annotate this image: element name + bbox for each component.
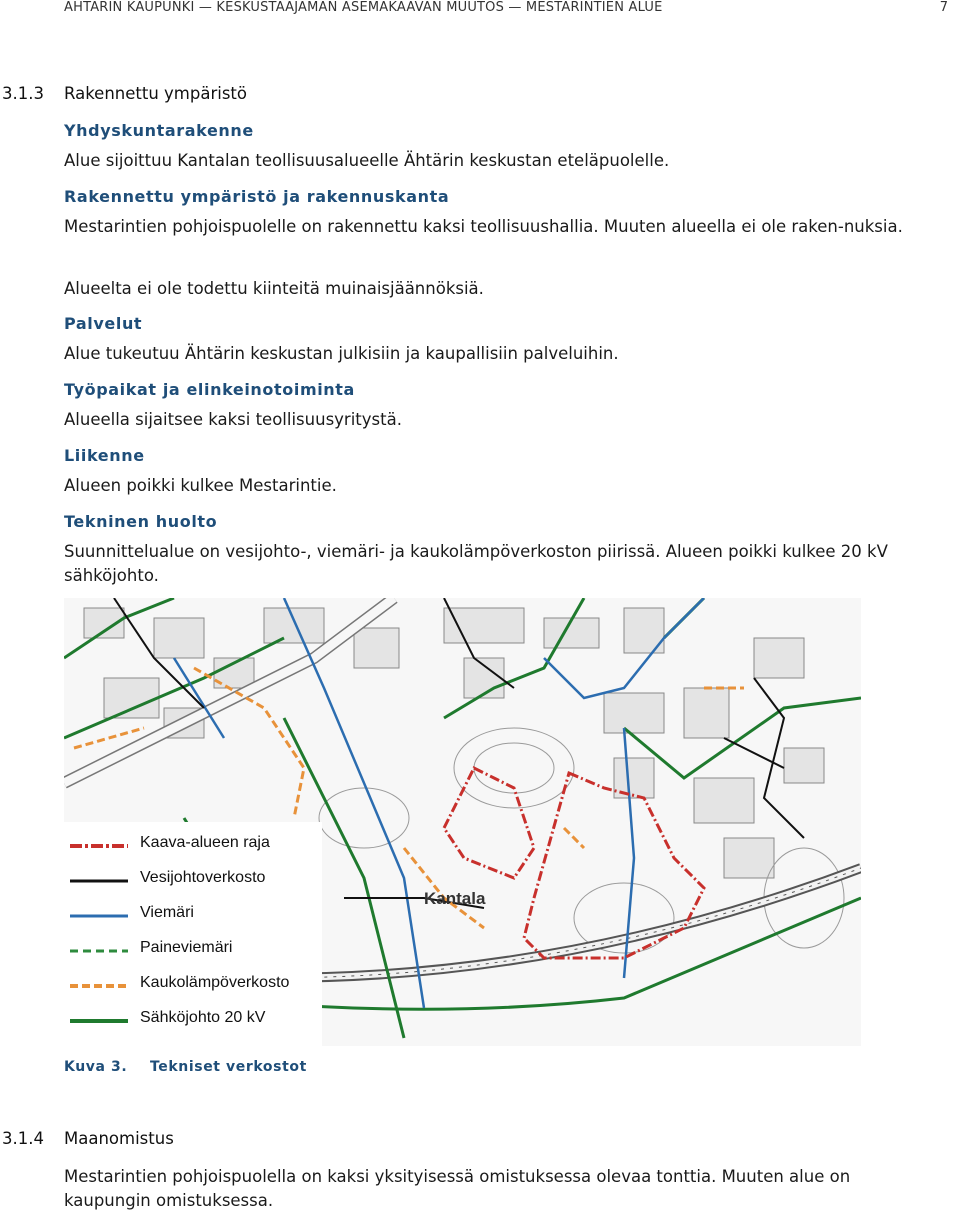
figure-caption-text: Tekniset verkostot <box>150 1059 307 1075</box>
subheading-liikenne: Liikenne <box>64 446 145 465</box>
running-header: ÄHTÄRIN KAUPUNKI — KESKUSTAAJAMAN ASEMAKAAVAN MUUTOS — MESTARINTIEN ALUE <box>64 0 663 15</box>
legend-item <box>70 937 320 963</box>
paragraph: Alueen poikki kulkee Mestarintie. <box>64 476 337 495</box>
figure-caption-label: Kuva 3. <box>64 1059 128 1075</box>
subheading-rakennettu-ymparisto: Rakennettu ympäristö ja rakennuskanta <box>64 187 450 206</box>
paragraph: Alueella sijaitsee kaksi teollisuusyritystä. <box>64 410 402 429</box>
section-number: 3.1.4 <box>2 1129 44 1148</box>
paragraph: Alueelta ei ole todettu kiinteitä muinaisjäännöksiä. <box>64 279 484 298</box>
section-title: Rakennettu ympäristö <box>64 84 247 103</box>
subheading-tyopaikat: Työpaikat ja elinkeinotoiminta <box>64 380 355 399</box>
paragraph: Mestarintien pohjoispuolella on kaksi yksityisessä omistuksessa olevaa tonttia. Muuten alue on kaupungin omistuksessa. <box>64 1167 851 1210</box>
legend-swatch-vesijohtoverkosto <box>70 879 128 883</box>
legend-label: Sähköjohto 20 kV <box>140 1009 266 1026</box>
legend-item <box>70 867 320 893</box>
legend-item <box>70 832 320 858</box>
legend-label: Kaukolämpöverkosto <box>140 974 290 991</box>
paragraph: Suunnittelualue on vesijohto-, viemäri- ja kaukolämpöverkoston piirissä. Alueen poikki kulkee 20 kV sähköjohto. <box>64 542 888 585</box>
page-number: 7 <box>939 0 948 15</box>
legend-swatch-sahkojohto <box>70 1019 128 1023</box>
legend-label: Paineviemäri <box>140 939 233 956</box>
section-number: 3.1.3 <box>2 84 44 103</box>
section-title: Maanomistus <box>64 1129 174 1148</box>
subheading-tekninen-huolto: Tekninen huolto <box>64 512 218 531</box>
legend-item <box>70 902 320 928</box>
legend-item <box>70 1007 320 1033</box>
subheading-palvelut: Palvelut <box>64 314 143 333</box>
paragraph: Alue tukeutuu Ähtärin keskustan julkisiin ja kaupallisiin palveluihin. <box>64 344 619 363</box>
legend-label: Kaava-alueen raja <box>140 834 270 851</box>
map-place-label: Kantala <box>424 889 486 908</box>
paragraph: Mestarintien pohjoispuolelle on rakennettu kaksi teollisuushallia. Muuten alueella ei ole raken-nuksia. <box>64 217 903 236</box>
legend-label: Viemäri <box>140 904 194 921</box>
map-legend <box>64 822 322 1046</box>
paragraph: Alue sijoittuu Kantalan teollisuusalueelle Ähtärin keskustan eteläpuolelle. <box>64 151 670 170</box>
legend-label: Vesijohtoverkosto <box>140 869 266 886</box>
subheading-yhdyskuntarakenne: Yhdyskuntarakenne <box>64 121 254 140</box>
legend-item <box>70 972 320 998</box>
legend-swatch-kaukolampoverkosto <box>70 984 128 988</box>
legend-swatch-kaava-alueen-raja <box>70 844 128 848</box>
legend-swatch-viemari <box>70 914 128 918</box>
legend-swatch-paineviemari <box>70 949 128 953</box>
